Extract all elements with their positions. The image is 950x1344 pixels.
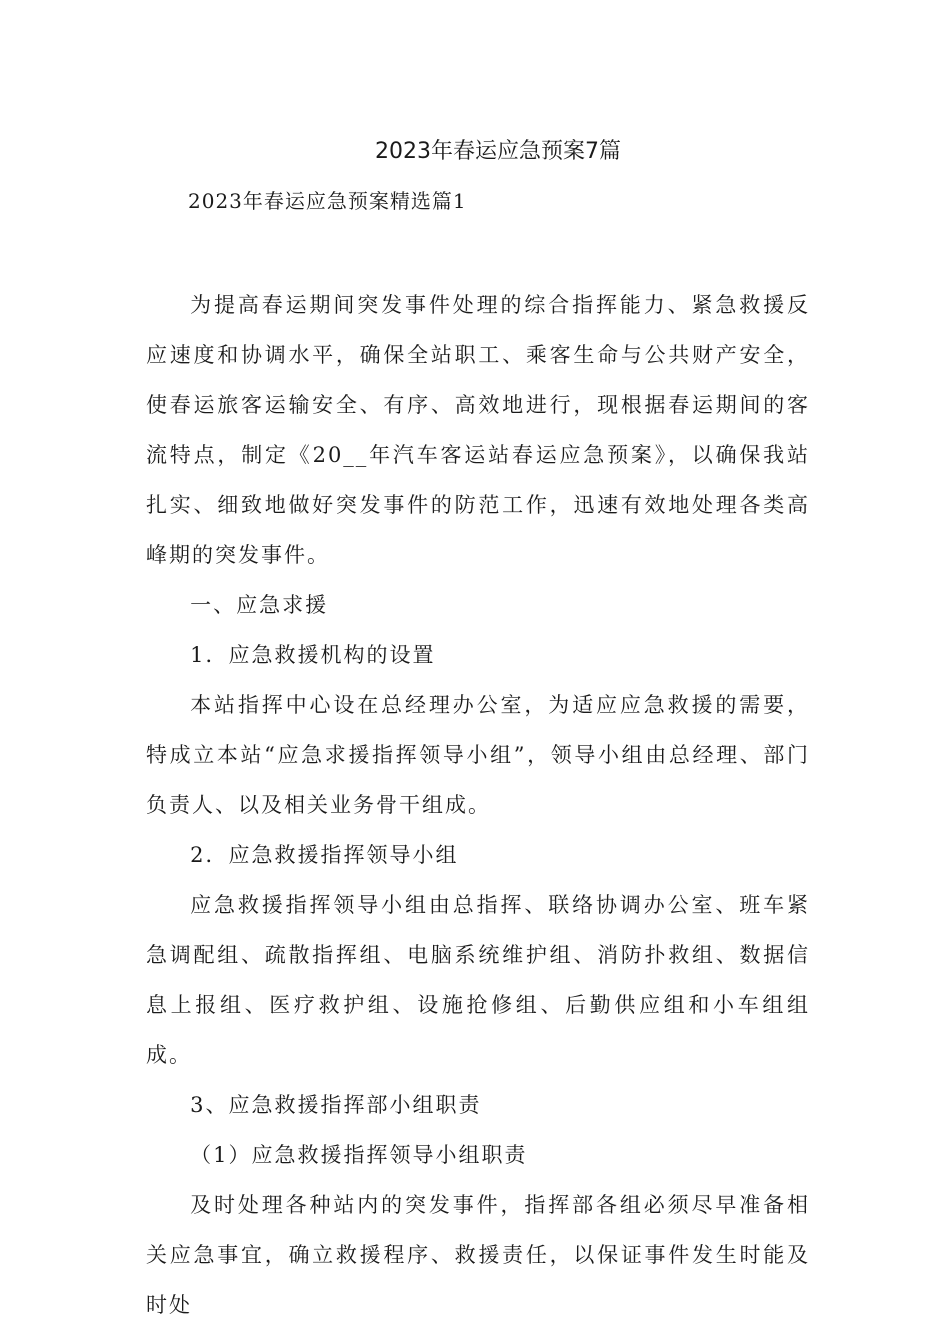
section-heading-emergency-rescue: 一、应急求援	[190, 593, 329, 617]
organization-paragraph: 本站指挥中心设在总经理办公室，为适应应急救援的需要，特成立本站“应急求援指挥领导小组”，领导小组由总经理、部门负责人、以及相关业务骨干组成。	[146, 693, 810, 817]
subsection-heading-organization: 1．应急救援机构的设置	[190, 643, 436, 667]
subsection-heading-responsibilities: 3、应急救援指挥部小组职责	[190, 1093, 482, 1117]
leadership-group-paragraph: 应急救援指挥领导小组由总指挥、联络协调办公室、班车紧急调配组、疏散指挥组、电脑系统维护组、消防扑救组、数据信息上报组、医疗救护组、设施抢修组、后勤供应组和小车组组成。	[146, 893, 810, 1067]
document-subtitle: 2023年春运应急预案精选篇1	[188, 189, 467, 213]
responsibilities-paragraph: 及时处理各种站内的突发事件，指挥部各组必须尽早准备相关应急事宜，确立救援程序、救援责任，以保证事件发生时能及时处	[146, 1193, 810, 1317]
document-title: 2023年春运应急预案7篇	[375, 139, 621, 164]
document-body	[146, 280, 810, 1330]
item-heading-leadership-responsibilities: （1）应急救援指挥领导小组职责	[190, 1143, 528, 1167]
subsection-heading-leadership-group: 2．应急救援指挥领导小组	[190, 843, 459, 867]
intro-paragraph: 为提高春运期间突发事件处理的综合指挥能力、紧急救援反应速度和协调水平，确保全站职工、乘客生命与公共财产安全，使春运旅客运输安全、有序、高效地进行，现根据春运期间的客流特点，制定《20__年汽车客运站春运应急预案》，以确保我站扎实、细致地做好突发事件的防范工作，迅速有效地处理各类高峰期的突发事件。	[146, 293, 810, 567]
